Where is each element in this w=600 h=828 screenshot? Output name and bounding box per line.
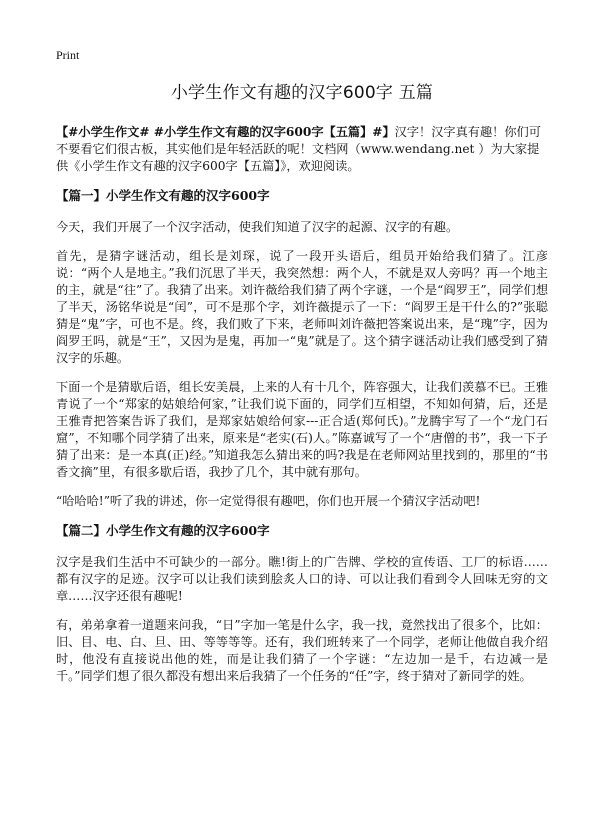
section-1-paragraph-4: “哈哈哈!”听了我的讲述，你一定觉得很有趣吧，你们也开展一个猜汉字活动吧! bbox=[56, 494, 481, 508]
section-1-paragraph-3: 下面一个是猜歇后语，组长安美晨，上来的人有十几个，阵容强大，让我们羡慕不已。王雅青说了一个“郑家的姑娘给何家，”让我们说下面的，同学们互相望，不知如何猜，后，还是王雅青把答案告诉了我们，是郑家姑娘给何家---正合适(郑何氏)。”龙腾宇写了一个“龙门石窟”，不知哪个同学猜了出来，原来是“老实(石)人。”陈嘉诚写了一个“唐僧的书”，我一下子猜了出来：是一本真(正)经。”知道我怎么猜出来的吗?我是在老师网站里找到的，那里的“书香文摘”里，有很多歇后语，我抄了几个，其中就有那句。 bbox=[56, 380, 548, 479]
intro-bold-prefix: 【#小学生作文# #小学生作文有趣的汉字600字【五篇】#】 bbox=[56, 125, 395, 139]
section-1-paragraph-2: 首先，是猜字谜活动，组长是刘琛，说了一段开头语后，组员开始给我们猜了。江彦说：“两个人是地主。”我们沉思了半天，我突然想：两个人，不就是双人旁吗？再一个地主的主，就是“往”了。我猜了出来。刘许薇给我们猜了两个字谜，一个是“阎罗王”，同学们想了半天，汤铭华说是“闰”，可不是那个字，刘许薇提示了一下：“阎罗王是干什么的?”张聪猜是“鬼”字，可也不是。终，我们败了下来，老师叫刘许薇把答案说出来，是“瑰”字，因为阎罗王吗，就是“王”，又因为是鬼，再加一“鬼”就是了。这个猜字谜活动让我们感受到了猜汉字的乐趣。 bbox=[56, 249, 548, 365]
document-title: 小学生作文有趣的汉字600字 五篇 bbox=[170, 83, 434, 103]
section-2-paragraph-2: 有，弟弟拿着一道题来问我，“日”字加一笔是什么字，我一找，竟然找出了很多个，比如：旧、目、电、白、旦、田、等等等等。还有，我们班转来了一个同学，老师让他做自我介绍时，他没有直接说出他的姓，而是让我们猜了一个字谜：“左边加一是千，右边减一是千。”同学们想了很久都没有想出来后我猜了一个任务的“任”字，终于猜对了新同学的姓。 bbox=[56, 618, 548, 683]
section-1-paragraph-1: 今天，我们开展了一个汉字活动，使我们知道了汉字的起源、汉字的有趣。 bbox=[56, 220, 459, 234]
intro-text: 汉字！汉字真有趣！你们可不要看它们很古板，其实他们是年轻活跃的呢！文档网（www.wendang.net ）为大家提供《小学生作文有趣的汉字600字【五篇】》，欢迎阅读。 bbox=[56, 125, 541, 173]
print-label: Print bbox=[56, 48, 80, 62]
section-heading-2: 【篇二】小学生作文有趣的汉字600字 bbox=[56, 523, 270, 538]
section-heading-1: 【篇一】小学生作文有趣的汉字600字 bbox=[56, 188, 270, 203]
section-2-paragraph-1: 汉字是我们生活中不可缺少的一部分。瞧!街上的广告牌、学校的宣传语、工厂的标语……都有汉字的足迹。汉字可以让我们读到脍炙人口的诗、可以让我们看到令人回味无穷的文章……汉字还很有趣呢! bbox=[56, 555, 548, 603]
intro-paragraph bbox=[56, 124, 548, 175]
